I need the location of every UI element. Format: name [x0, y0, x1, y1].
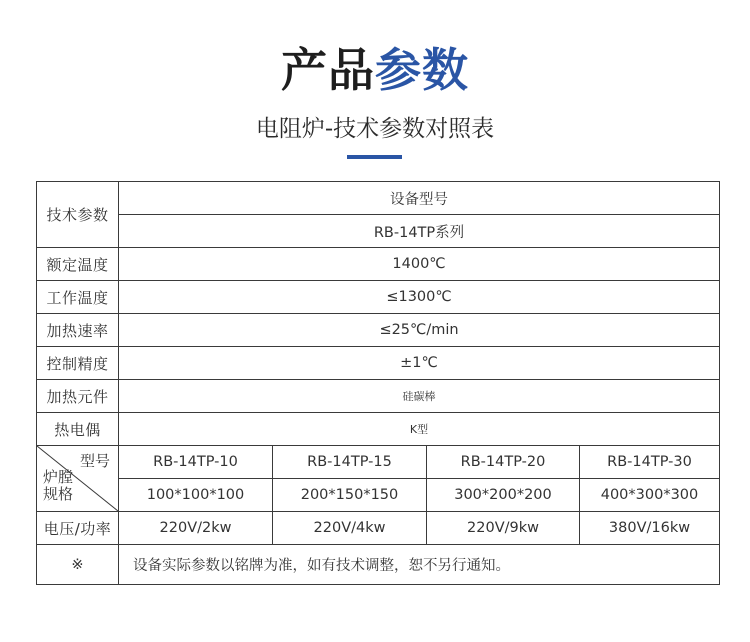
- model-cell: RB-14TP-30: [580, 446, 720, 479]
- table-row: [37, 347, 720, 380]
- power-cell: 220V/9kw: [427, 512, 580, 545]
- chamber-size-cell: 400*300*300: [580, 479, 720, 512]
- tech-param-label: 技术参数: [37, 182, 119, 248]
- model-chamber-header: [37, 446, 119, 512]
- row-value: 硅碳棒: [119, 380, 720, 413]
- model-cell: RB-14TP-20: [427, 446, 580, 479]
- row-label: 加热速率: [37, 314, 119, 347]
- model-label: 型号: [79, 452, 110, 470]
- chamber-size-cell: 200*150*150: [273, 479, 427, 512]
- row-value: 1400℃: [119, 248, 720, 281]
- page-subtitle: 电阻炉-技术参数对照表: [255, 116, 495, 142]
- chamber-size-cell: 100*100*100: [119, 479, 273, 512]
- row-value: ≤25℃/min: [119, 314, 720, 347]
- page-title: [0, 40, 750, 100]
- power-label: 电压/功率: [37, 512, 119, 545]
- model-cell: RB-14TP-10: [119, 446, 273, 479]
- power-cell: 220V/4kw: [273, 512, 427, 545]
- row-label: 额定温度: [37, 248, 119, 281]
- table-row: [37, 314, 720, 347]
- table-row: [37, 248, 720, 281]
- title-underline: [347, 155, 402, 159]
- table-row: [37, 512, 720, 545]
- table-row: [37, 215, 720, 248]
- title-dark-part: 产品: [281, 43, 375, 97]
- note-symbol: ※: [37, 545, 119, 585]
- row-value: ±1℃: [119, 347, 720, 380]
- row-label: 工作温度: [37, 281, 119, 314]
- row-label: 热电偶: [37, 413, 119, 446]
- table-row: [37, 446, 720, 479]
- model-cell: RB-14TP-15: [273, 446, 427, 479]
- table-row: [37, 479, 720, 512]
- spec-table: [36, 181, 720, 585]
- table-row: [37, 380, 720, 413]
- row-label: 加热元件: [37, 380, 119, 413]
- table-row: [37, 281, 720, 314]
- power-cell: 220V/2kw: [119, 512, 273, 545]
- power-cell: 380V/16kw: [580, 512, 720, 545]
- chamber-label-line2: 规格: [43, 485, 74, 503]
- device-model-label: 设备型号: [119, 182, 720, 215]
- row-value: ≤1300℃: [119, 281, 720, 314]
- table-row: [37, 182, 720, 215]
- chamber-size-cell: 300*200*200: [427, 479, 580, 512]
- chamber-label-line1: 炉膛: [43, 468, 74, 486]
- row-label: 控制精度: [37, 347, 119, 380]
- chamber-label: [43, 469, 73, 503]
- title-blue-part: 参数: [375, 43, 469, 97]
- table-row: [37, 545, 720, 585]
- note-text: 设备实际参数以铭牌为准，如有技术调整，恕不另行通知。: [119, 545, 720, 585]
- row-value: K型: [119, 413, 720, 446]
- series-value: RB-14TP系列: [119, 215, 720, 248]
- table-row: [37, 413, 720, 446]
